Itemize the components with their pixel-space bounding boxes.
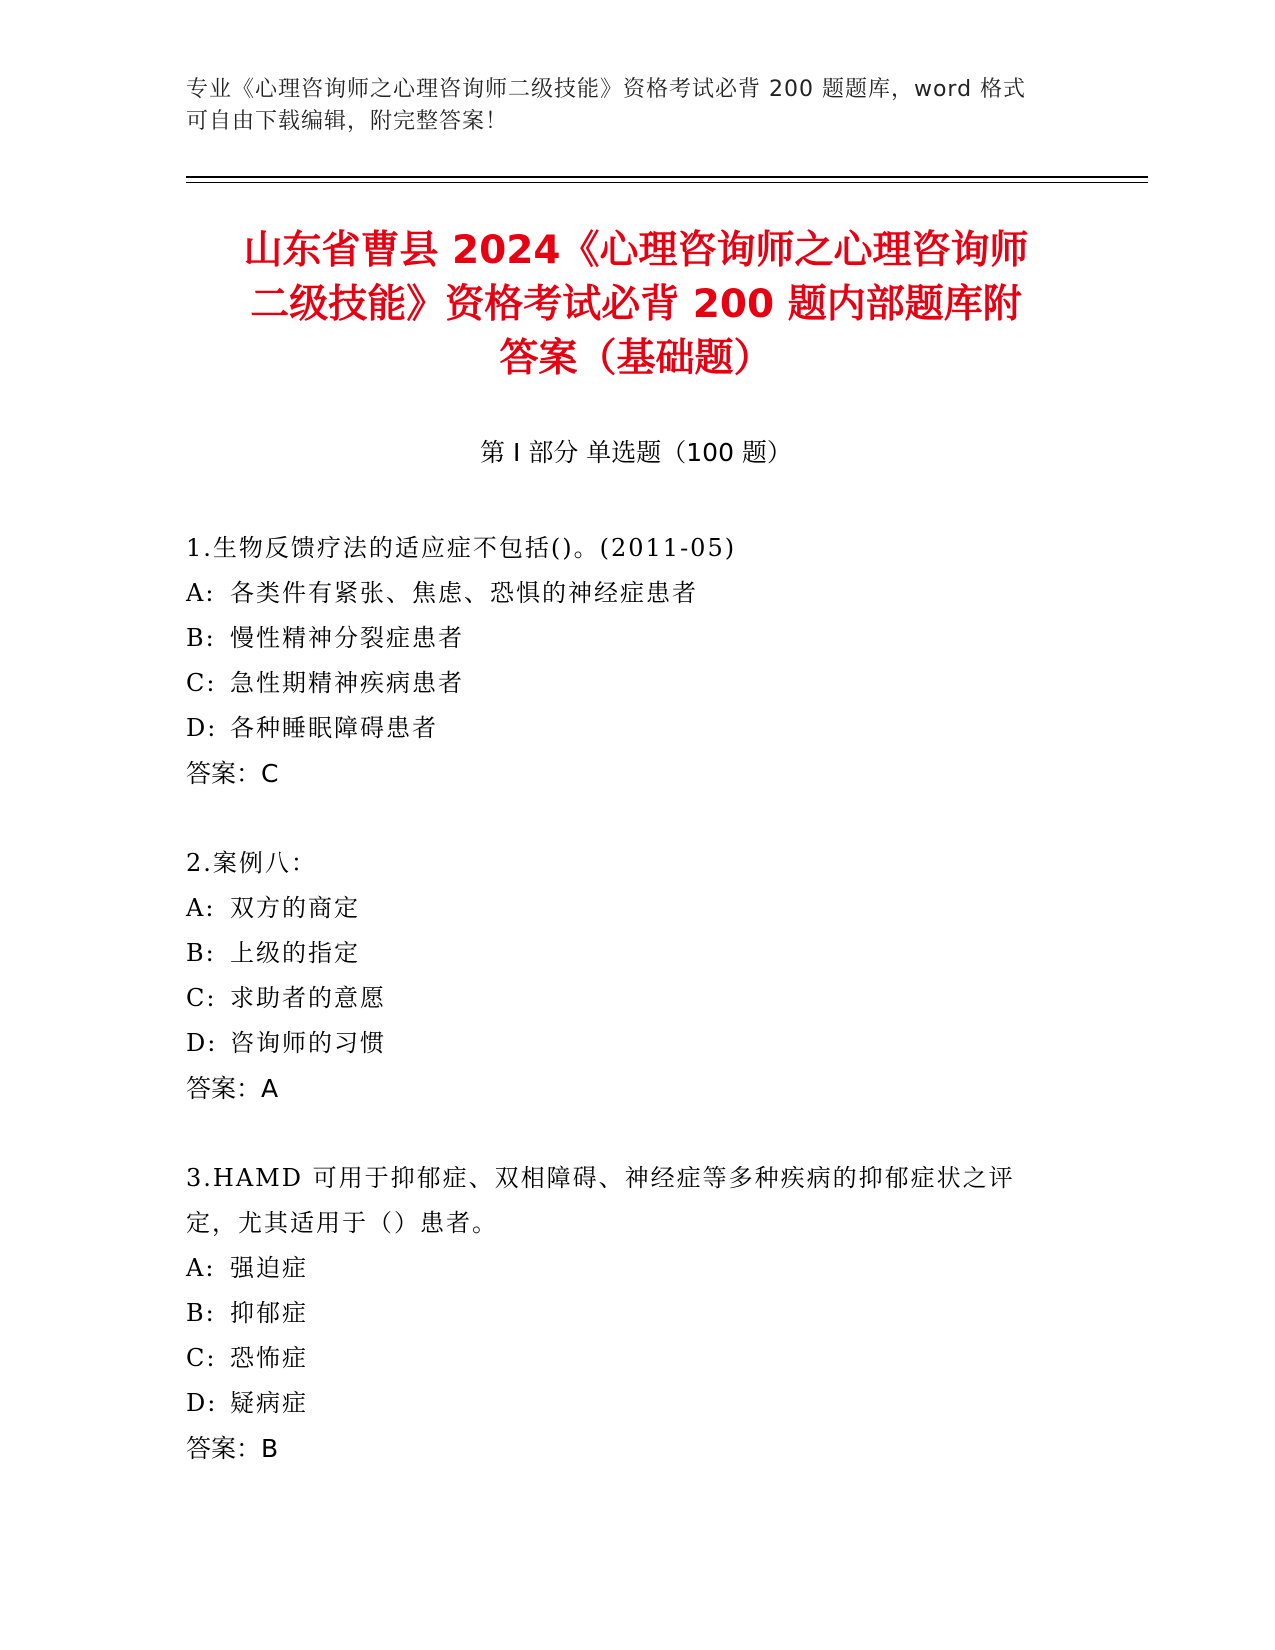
option-text: 急性期精神疾病患者: [230, 669, 464, 697]
option-c: [186, 976, 1066, 1021]
option-key: D:: [186, 1389, 218, 1417]
question-stem: 2.案例八：: [186, 849, 317, 877]
question-3: [186, 1156, 1066, 1471]
option-key: D:: [186, 714, 218, 742]
option-key: B:: [186, 1299, 216, 1327]
option-text: 求助者的意愿: [230, 984, 386, 1012]
option-text: 恐怖症: [230, 1344, 308, 1372]
option-text: 双方的商定: [230, 894, 360, 922]
option-d: [186, 1021, 1066, 1066]
header-divider-thick: [186, 176, 1148, 178]
document-title: [186, 224, 1086, 386]
option-text: 上级的指定: [230, 939, 360, 967]
option-key: A:: [186, 579, 216, 607]
option-a: [186, 886, 1066, 931]
section-heading: 第 I 部分 单选题（100 题）: [480, 438, 792, 467]
option-text: 疑病症: [230, 1389, 308, 1417]
option-text: 各种睡眠障碍患者: [230, 714, 438, 742]
question-list: [186, 526, 1066, 1516]
option-b: [186, 931, 1066, 976]
option-d: [186, 1381, 1066, 1426]
option-text: 咨询师的习惯: [230, 1029, 386, 1057]
option-a: [186, 571, 1066, 616]
document-title-line-2: 二级技能》资格考试必背 200 题内部题库附: [250, 282, 1022, 327]
question-2: [186, 841, 1066, 1111]
option-text: 强迫症: [230, 1254, 308, 1282]
document-title-line-3: 答案（基础题）: [499, 336, 773, 381]
option-key: A:: [186, 894, 216, 922]
question-stem: 1.生物反馈疗法的适应症不包括()。(2011-05): [186, 534, 737, 562]
question-stem-continued: 定，尤其适用于（）患者。: [186, 1209, 498, 1237]
option-a: [186, 1246, 1066, 1291]
question-stem: 3.HAMD 可用于抑郁症、双相障碍、神经症等多种疾病的抑郁症状之评: [186, 1164, 1015, 1192]
option-text: 各类件有紧张、焦虑、恐惧的神经症患者: [230, 579, 698, 607]
option-key: B:: [186, 939, 216, 967]
option-text: 抑郁症: [230, 1299, 308, 1327]
option-key: D:: [186, 1029, 218, 1057]
question-1: [186, 526, 1066, 796]
header-note: [186, 74, 1066, 138]
document-title-line-1: 山东省曹县 2024《心理咨询师之心理咨询师: [243, 228, 1029, 273]
answer: 答案：C: [186, 759, 279, 788]
option-key: C:: [186, 984, 217, 1012]
option-b: [186, 1291, 1066, 1336]
option-key: B:: [186, 624, 216, 652]
header-note-line-1: 专业《心理咨询师之心理咨询师二级技能》资格考试必背 200 题题库，word 格式: [186, 77, 1027, 102]
option-b: [186, 616, 1066, 661]
answer: 答案：A: [186, 1074, 279, 1103]
option-text: 慢性精神分裂症患者: [230, 624, 464, 652]
option-key: A:: [186, 1254, 216, 1282]
option-d: [186, 706, 1066, 751]
option-c: [186, 1336, 1066, 1381]
answer: 答案：B: [186, 1434, 279, 1463]
header-divider-thin: [186, 182, 1148, 183]
header-note-line-2: 可自由下载编辑，附完整答案！: [186, 109, 509, 134]
option-key: C:: [186, 1344, 217, 1372]
option-c: [186, 661, 1066, 706]
option-key: C:: [186, 669, 217, 697]
